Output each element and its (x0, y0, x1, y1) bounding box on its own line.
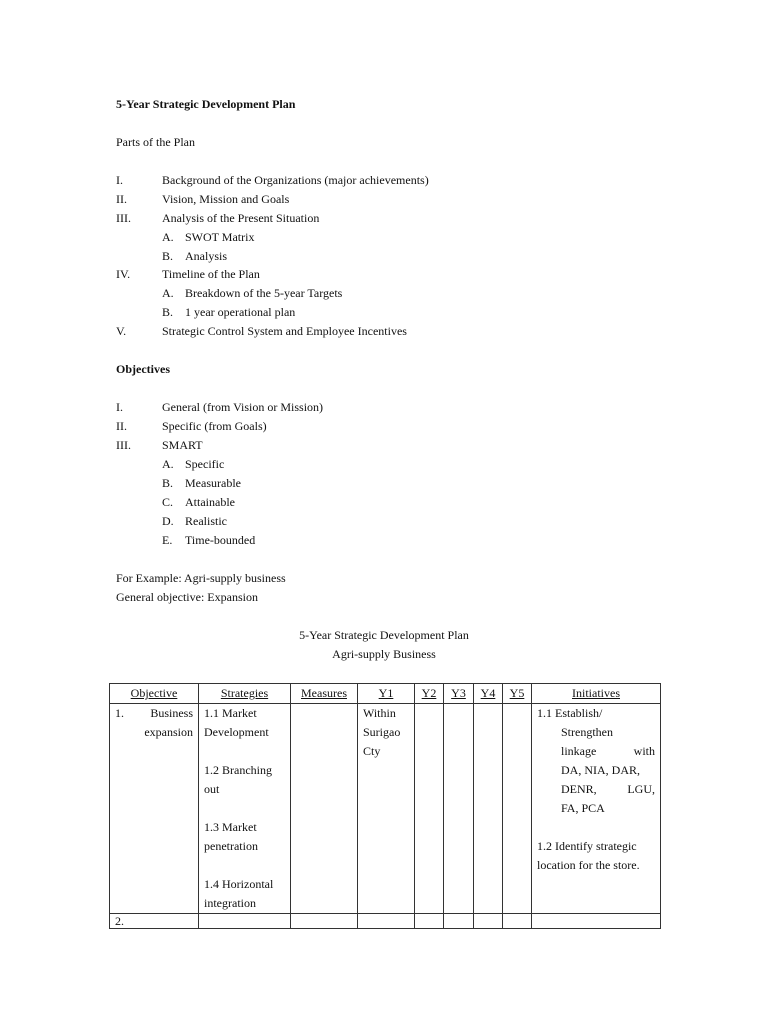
initiative-line: 1.2 Identify strategic (537, 839, 637, 853)
column-header: Y4 (474, 684, 503, 704)
sublist-letter: A. (162, 457, 174, 471)
table-subtitle: Agri-supply Business (332, 647, 436, 661)
y1-line: Surigao (363, 725, 401, 739)
list-number: IV. (116, 267, 131, 281)
objective-number: 1. (115, 706, 124, 720)
sublist-item: Breakdown of the 5-year Targets (185, 286, 343, 300)
table-header-row (110, 684, 661, 704)
y2-cell (415, 704, 444, 914)
list-item: Vision, Mission and Goals (162, 192, 290, 206)
table-row (110, 914, 661, 929)
column-header: Strategies (199, 684, 291, 704)
sublist-letter: D. (162, 514, 174, 528)
sublist-item: Analysis (185, 249, 227, 263)
list-number: II. (116, 419, 127, 433)
sublist-letter: B. (162, 305, 174, 319)
list-item: SMART (162, 438, 203, 452)
list-number: V. (116, 324, 127, 338)
strategies-cell (199, 704, 291, 914)
sublist-item: 1 year operational plan (185, 305, 296, 319)
list-number: I. (116, 173, 123, 187)
document-title: 5-Year Strategic Development Plan (116, 97, 296, 111)
general-objective-line: General objective: Expansion (116, 590, 258, 604)
objective-text: expansion (144, 725, 193, 739)
column-header: Initiatives (532, 684, 661, 704)
y1-cell (358, 704, 415, 914)
initiative-line: linkage with (561, 744, 655, 758)
sublist-item: Specific (185, 457, 225, 471)
strategy-line: out (204, 782, 220, 796)
list-item: Analysis of the Present Situation (162, 211, 320, 225)
sublist-letter: C. (162, 495, 174, 509)
objective-text: Business (150, 706, 193, 720)
sublist-letter: A. (162, 286, 174, 300)
measures-cell (291, 704, 358, 914)
objective-cell: 2. (110, 914, 199, 929)
column-header: Measures (291, 684, 358, 704)
table-row (110, 704, 661, 914)
initiative-line: DENR, LGU, (561, 782, 655, 796)
strategy-line: Development (204, 725, 269, 739)
initiative-line: location for the store. (537, 858, 640, 872)
sublist-letter: B. (162, 249, 174, 263)
sublist-item: SWOT Matrix (185, 230, 255, 244)
initiative-line: Strengthen (561, 725, 613, 739)
strategic-plan-table (109, 683, 661, 929)
sublist-item: Attainable (185, 495, 235, 509)
list-number: III. (116, 211, 131, 225)
objective-cell (110, 704, 199, 914)
column-header: Y2 (415, 684, 444, 704)
y4-cell (474, 704, 503, 914)
list-item: Timeline of the Plan (162, 267, 260, 281)
list-number: I. (116, 400, 123, 414)
sublist-letter: A. (162, 230, 174, 244)
example-line: For Example: Agri-supply business (116, 571, 286, 585)
initiative-line: 1.1 Establish/ (537, 706, 603, 720)
sublist-item: Time-bounded (185, 533, 256, 547)
initiative-line: FA, PCA (561, 801, 605, 815)
y1-line: Cty (363, 744, 381, 758)
list-item: Specific (from Goals) (162, 419, 267, 433)
sublist-item: Measurable (185, 476, 241, 490)
strategy-line: 1.1 Market (204, 706, 257, 720)
strategy-line: 1.2 Branching (204, 763, 272, 777)
strategy-line: 1.4 Horizontal (204, 877, 274, 891)
list-number: II. (116, 192, 127, 206)
list-item: Strategic Control System and Employee Incentives (162, 324, 407, 338)
list-number: III. (116, 438, 131, 452)
column-header: Objective (110, 684, 199, 704)
table-title: 5-Year Strategic Development Plan (299, 628, 469, 642)
strategy-line: integration (204, 896, 256, 910)
initiatives-cell (532, 704, 661, 914)
sublist-letter: E. (162, 533, 173, 547)
column-header: Y1 (358, 684, 415, 704)
y3-cell (444, 704, 474, 914)
strategy-line: 1.3 Market (204, 820, 257, 834)
column-header: Y5 (503, 684, 532, 704)
column-header: Y3 (444, 684, 474, 704)
sublist-item: Realistic (185, 514, 227, 528)
strategy-line: penetration (204, 839, 258, 853)
initiative-line: DA, NIA, DAR, (561, 763, 640, 777)
parts-heading: Parts of the Plan (116, 135, 195, 149)
list-item: General (from Vision or Mission) (162, 400, 324, 414)
list-item: Background of the Organizations (major achievements) (162, 173, 429, 187)
objectives-heading: Objectives (116, 362, 170, 376)
sublist-letter: B. (162, 476, 174, 490)
y1-line: Within (363, 706, 396, 720)
y5-cell (503, 704, 532, 914)
